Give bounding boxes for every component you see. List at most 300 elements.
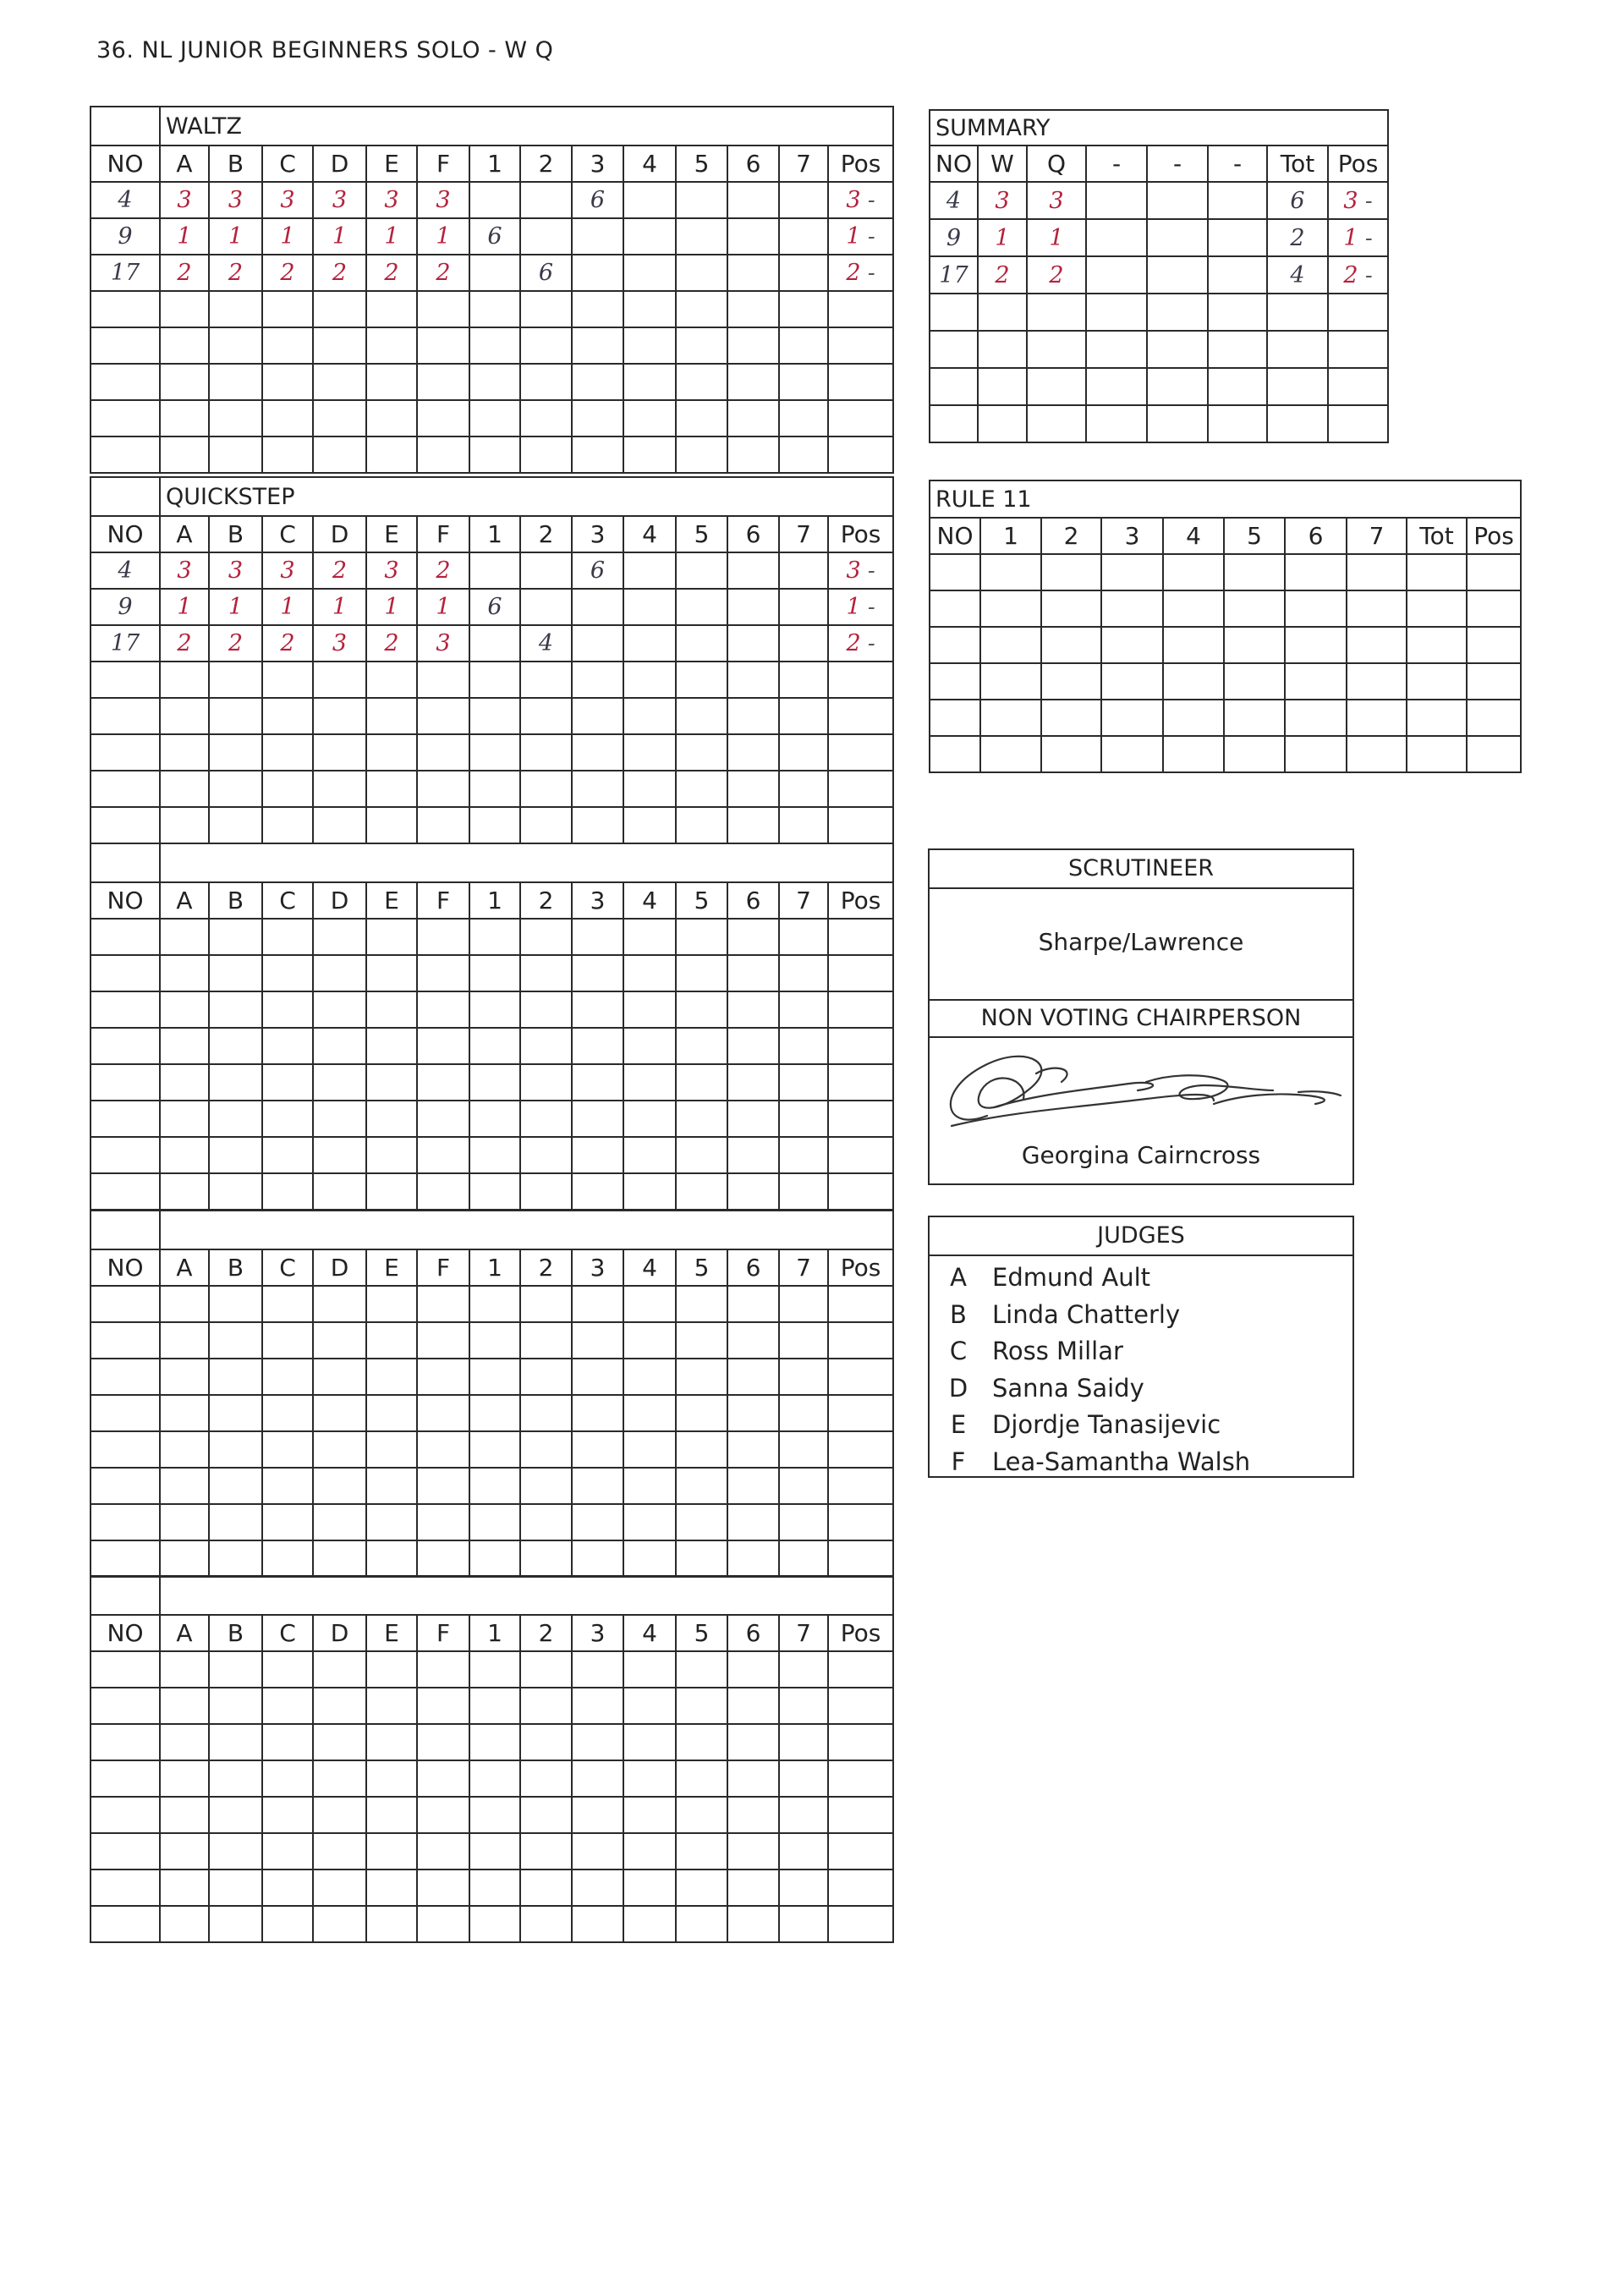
empty-cell (209, 291, 262, 327)
empty-cell (262, 291, 313, 327)
empty-cell (623, 1504, 676, 1540)
empty-cell (572, 1724, 623, 1760)
place-count: 6 (520, 255, 572, 291)
judge-entry (930, 1263, 1150, 1292)
empty-cell (262, 1137, 313, 1173)
empty-cell (417, 436, 469, 473)
scrutineer-heading: SCRUTINEER (930, 850, 1352, 889)
judge-letter: C (949, 1337, 968, 1365)
column-header: E (366, 516, 417, 552)
empty-cell (160, 1651, 209, 1688)
empty-cell (520, 1651, 572, 1688)
empty-cell (91, 1064, 160, 1101)
empty-cell (313, 1286, 366, 1322)
empty-cell (1328, 331, 1388, 368)
dance-corner-cell (91, 843, 160, 882)
column-header: Pos (1328, 145, 1388, 182)
empty-cell (366, 1322, 417, 1359)
column-header: 5 (1224, 518, 1285, 554)
table-row (91, 1322, 893, 1359)
empty-cell (262, 1797, 313, 1833)
column-header: B (209, 1249, 262, 1286)
summary-value (1147, 256, 1208, 294)
empty-cell (417, 1359, 469, 1395)
empty-cell (366, 1028, 417, 1064)
position-value: 2 - (828, 255, 893, 291)
column-header: D (313, 1615, 366, 1651)
empty-cell (828, 1797, 893, 1833)
empty-cell (366, 919, 417, 955)
column-header: 6 (727, 145, 779, 182)
table-row (91, 807, 893, 843)
judge-mark: 2 (366, 255, 417, 291)
empty-cell (1027, 405, 1086, 442)
dance-corner-cell (91, 107, 160, 145)
judge-letter: D (948, 1373, 968, 1403)
empty-cell (313, 919, 366, 955)
empty-cell (209, 662, 262, 698)
empty-cell (209, 1797, 262, 1833)
table-row (930, 736, 1521, 772)
empty-cell (676, 955, 727, 991)
summary-value (1086, 256, 1147, 294)
empty-cell (160, 698, 209, 734)
empty-cell (520, 364, 572, 400)
empty-cell (676, 1359, 727, 1395)
empty-cell (779, 1395, 828, 1431)
empty-cell (209, 1688, 262, 1724)
table-row (930, 700, 1521, 736)
empty-cell (1101, 736, 1163, 772)
column-header: 7 (779, 882, 828, 919)
empty-cell (572, 1869, 623, 1906)
empty-cell (160, 1688, 209, 1724)
empty-cell (469, 1724, 520, 1760)
empty-cell (262, 771, 313, 807)
empty-cell (366, 1760, 417, 1797)
column-header: C (262, 145, 313, 182)
empty-cell (828, 436, 893, 473)
empty-cell (676, 364, 727, 400)
empty-cell (572, 1760, 623, 1797)
column-header: 2 (520, 882, 572, 919)
empty-cell (520, 1468, 572, 1504)
judge-mark: 3 (209, 182, 262, 218)
empty-cell (160, 807, 209, 843)
empty-cell (209, 1540, 262, 1577)
empty-cell (1041, 627, 1101, 663)
empty-cell (469, 1651, 520, 1688)
column-header: B (209, 145, 262, 182)
place-count (469, 552, 520, 589)
table-row (91, 1833, 893, 1869)
empty-cell (469, 1540, 520, 1577)
empty-cell (572, 662, 623, 698)
empty-cell (91, 1797, 160, 1833)
empty-cell (676, 1724, 727, 1760)
judge-mark: 1 (209, 218, 262, 255)
empty-cell (520, 991, 572, 1028)
place-count (779, 182, 828, 218)
empty-cell (572, 1431, 623, 1468)
column-header: 4 (623, 882, 676, 919)
column-header: C (262, 882, 313, 919)
empty-cell (727, 1797, 779, 1833)
place-count (779, 218, 828, 255)
empty-cell (1101, 700, 1163, 736)
empty-cell (417, 1395, 469, 1431)
empty-cell (727, 1833, 779, 1869)
empty-cell (572, 1322, 623, 1359)
table-row (91, 291, 893, 327)
empty-cell (469, 1359, 520, 1395)
empty-cell (828, 1760, 893, 1797)
empty-cell (520, 1173, 572, 1210)
empty-cell (623, 1540, 676, 1577)
empty-cell (417, 1797, 469, 1833)
empty-cell (1328, 294, 1388, 331)
column-header: A (160, 882, 209, 919)
empty-cell (91, 1651, 160, 1688)
empty-cell (828, 1064, 893, 1101)
place-count (623, 255, 676, 291)
empty-cell (209, 771, 262, 807)
column-header: 3 (572, 145, 623, 182)
dance-table (90, 106, 894, 474)
place-count (572, 255, 623, 291)
judge-mark: 2 (160, 255, 209, 291)
empty-cell (417, 771, 469, 807)
summary-value: 2 (1267, 219, 1328, 256)
empty-cell (469, 919, 520, 955)
empty-cell (91, 1760, 160, 1797)
empty-cell (313, 955, 366, 991)
table-row (91, 1724, 893, 1760)
empty-cell (779, 1028, 828, 1064)
empty-cell (1347, 700, 1407, 736)
empty-cell (828, 1173, 893, 1210)
empty-cell (160, 327, 209, 364)
empty-cell (779, 400, 828, 436)
empty-cell (366, 771, 417, 807)
position-value: 1 - (828, 589, 893, 625)
competitor-number: 4 (91, 552, 160, 589)
empty-cell (727, 1064, 779, 1101)
column-header: - (1208, 145, 1267, 182)
column-header: 4 (623, 1615, 676, 1651)
place-count (779, 625, 828, 662)
empty-cell (623, 1028, 676, 1064)
judge-mark: 2 (313, 552, 366, 589)
empty-cell (676, 1760, 727, 1797)
empty-cell (417, 991, 469, 1028)
place-count (727, 255, 779, 291)
summary-value (1208, 182, 1267, 219)
empty-cell (313, 807, 366, 843)
column-header: 3 (572, 516, 623, 552)
empty-cell (313, 1322, 366, 1359)
empty-cell (676, 734, 727, 771)
empty-cell (209, 1760, 262, 1797)
empty-cell (91, 1028, 160, 1064)
empty-cell (779, 1760, 828, 1797)
empty-cell (572, 1651, 623, 1688)
judge-mark: 2 (417, 255, 469, 291)
empty-cell (262, 327, 313, 364)
judge-mark: 1 (160, 218, 209, 255)
empty-cell (828, 1028, 893, 1064)
judge-mark: 1 (366, 218, 417, 255)
table-row (930, 554, 1521, 590)
empty-cell (366, 1395, 417, 1431)
empty-cell (417, 1064, 469, 1101)
table-row (930, 405, 1388, 442)
empty-cell (727, 1395, 779, 1431)
empty-cell (417, 1688, 469, 1724)
place-count (469, 182, 520, 218)
empty-cell (1086, 368, 1147, 405)
competitor-number: 9 (930, 219, 978, 256)
empty-cell (727, 291, 779, 327)
empty-cell (779, 1724, 828, 1760)
empty-cell (313, 991, 366, 1028)
place-count (676, 552, 727, 589)
empty-cell (572, 919, 623, 955)
empty-cell (313, 1651, 366, 1688)
summary-value: 6 (1267, 182, 1328, 219)
summary-value: 3 (978, 182, 1027, 219)
empty-cell (209, 991, 262, 1028)
empty-cell (520, 1028, 572, 1064)
column-header: 7 (779, 1615, 828, 1651)
empty-cell (779, 327, 828, 364)
empty-cell (779, 1797, 828, 1833)
empty-cell (209, 1724, 262, 1760)
empty-cell (1208, 405, 1267, 442)
table-row (91, 698, 893, 734)
empty-cell (469, 1760, 520, 1797)
summary-value (1086, 182, 1147, 219)
empty-cell (572, 1468, 623, 1504)
empty-cell (160, 1760, 209, 1797)
empty-cell (417, 1101, 469, 1137)
empty-cell (1467, 736, 1521, 772)
empty-cell (978, 331, 1027, 368)
empty-cell (779, 1101, 828, 1137)
column-header: - (1147, 145, 1208, 182)
table-row (91, 1395, 893, 1431)
column-header: 3 (572, 1615, 623, 1651)
empty-cell (676, 291, 727, 327)
empty-cell (366, 1431, 417, 1468)
judge-mark: 3 (262, 182, 313, 218)
place-count: 6 (572, 182, 623, 218)
empty-cell (623, 1137, 676, 1173)
empty-cell (417, 1540, 469, 1577)
empty-cell (209, 1137, 262, 1173)
place-count (676, 218, 727, 255)
empty-cell (727, 364, 779, 400)
table-row (91, 734, 893, 771)
table-row (91, 1286, 893, 1322)
empty-cell (520, 1359, 572, 1395)
empty-cell (313, 1028, 366, 1064)
empty-cell (366, 1468, 417, 1504)
empty-cell (1328, 368, 1388, 405)
empty-cell (262, 1395, 313, 1431)
empty-cell (572, 991, 623, 1028)
empty-cell (623, 1651, 676, 1688)
empty-cell (469, 1833, 520, 1869)
empty-cell (1163, 700, 1224, 736)
empty-cell (366, 1869, 417, 1906)
empty-cell (727, 1137, 779, 1173)
empty-cell (572, 364, 623, 400)
empty-cell (520, 1431, 572, 1468)
empty-cell (91, 1322, 160, 1359)
judge-mark: 2 (366, 625, 417, 662)
empty-cell (366, 1286, 417, 1322)
empty-cell (366, 1173, 417, 1210)
judge-mark: 1 (417, 218, 469, 255)
place-count (572, 625, 623, 662)
column-header: 2 (520, 516, 572, 552)
table-row (930, 368, 1388, 405)
empty-cell (572, 1173, 623, 1210)
table-row (91, 1101, 893, 1137)
empty-cell (828, 1688, 893, 1724)
place-count (779, 589, 828, 625)
place-count (520, 589, 572, 625)
empty-cell (779, 991, 828, 1028)
empty-cell (417, 1322, 469, 1359)
empty-cell (313, 1760, 366, 1797)
empty-cell (262, 400, 313, 436)
empty-cell (1467, 590, 1521, 627)
dance-table (90, 1210, 894, 1578)
judge-letter: E (950, 1410, 967, 1439)
position-value: 3 - (828, 182, 893, 218)
empty-cell (727, 698, 779, 734)
column-header: B (209, 516, 262, 552)
empty-cell (160, 1322, 209, 1359)
empty-cell (828, 734, 893, 771)
empty-cell (366, 991, 417, 1028)
judge-mark: 3 (313, 182, 366, 218)
place-count (623, 182, 676, 218)
empty-cell (313, 291, 366, 327)
column-header: B (209, 1615, 262, 1651)
empty-cell (930, 590, 980, 627)
empty-cell (366, 662, 417, 698)
empty-cell (209, 1101, 262, 1137)
empty-cell (828, 327, 893, 364)
judge-mark: 1 (262, 218, 313, 255)
empty-cell (520, 1322, 572, 1359)
column-header: F (417, 516, 469, 552)
empty-cell (1041, 590, 1101, 627)
judge-mark: 1 (313, 589, 366, 625)
empty-cell (313, 1869, 366, 1906)
place-count (727, 625, 779, 662)
empty-cell (91, 1137, 160, 1173)
empty-cell (313, 1468, 366, 1504)
empty-cell (91, 919, 160, 955)
empty-cell (623, 1468, 676, 1504)
column-header: 6 (727, 1615, 779, 1651)
place-count (779, 552, 828, 589)
judge-mark: 3 (366, 552, 417, 589)
empty-cell (828, 1322, 893, 1359)
column-header: NO (91, 1615, 160, 1651)
column-header: - (1086, 145, 1147, 182)
empty-cell (262, 1504, 313, 1540)
empty-cell (313, 1724, 366, 1760)
empty-cell (828, 955, 893, 991)
empty-cell (469, 1431, 520, 1468)
empty-cell (160, 991, 209, 1028)
competitor-number: 17 (91, 255, 160, 291)
position-value: 2 - (828, 625, 893, 662)
column-header: 6 (727, 1249, 779, 1286)
summary-title: SUMMARY (930, 110, 1388, 145)
empty-cell (1347, 590, 1407, 627)
column-header: C (262, 516, 313, 552)
empty-cell (520, 919, 572, 955)
empty-cell (366, 436, 417, 473)
empty-cell (1224, 736, 1285, 772)
empty-cell (676, 1833, 727, 1869)
empty-cell (676, 1504, 727, 1540)
empty-cell (676, 1688, 727, 1724)
empty-cell (520, 734, 572, 771)
empty-cell (313, 1906, 366, 1942)
chairperson-name: Georgina Cairncross (1021, 1141, 1261, 1169)
empty-cell (160, 1395, 209, 1431)
empty-cell (160, 1173, 209, 1210)
judge-mark: 2 (160, 625, 209, 662)
empty-cell (91, 1468, 160, 1504)
empty-cell (572, 1540, 623, 1577)
judge-mark: 3 (417, 625, 469, 662)
empty-cell (572, 400, 623, 436)
column-header: 7 (1347, 518, 1407, 554)
table-row (91, 1688, 893, 1724)
empty-cell (572, 1504, 623, 1540)
officials-box (928, 848, 1354, 1185)
table-row (91, 1540, 893, 1577)
empty-cell (1101, 554, 1163, 590)
empty-cell (262, 1468, 313, 1504)
empty-cell (572, 1688, 623, 1724)
empty-cell (779, 1688, 828, 1724)
empty-cell (520, 771, 572, 807)
empty-cell (1267, 405, 1328, 442)
empty-cell (779, 1431, 828, 1468)
empty-cell (1285, 627, 1347, 663)
empty-cell (366, 734, 417, 771)
competitor-number: 4 (930, 182, 978, 219)
empty-cell (1086, 294, 1147, 331)
empty-cell (676, 1137, 727, 1173)
empty-cell (1208, 331, 1267, 368)
judge-entry (930, 1300, 1180, 1329)
place-count (520, 552, 572, 589)
empty-cell (1285, 700, 1347, 736)
empty-cell (727, 1540, 779, 1577)
dance-corner-cell (91, 477, 160, 516)
empty-cell (209, 698, 262, 734)
